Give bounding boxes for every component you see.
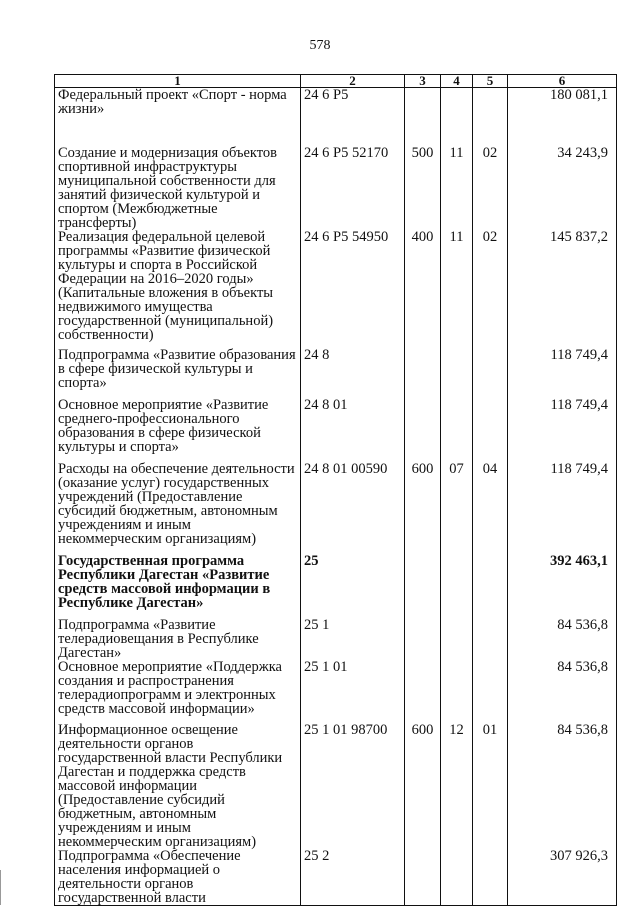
column-header-5: 5 [473,75,508,88]
row-code: 24 6 P5 52170 [301,146,405,230]
row-amount: 118 749,4 [508,348,617,398]
table-row [55,618,617,660]
row-col3 [405,849,441,906]
table-row [55,849,617,906]
row-col3 [405,88,441,146]
table-row [55,230,617,348]
row-code: 24 6 P5 [301,88,405,146]
row-col3 [405,618,441,660]
row-col4 [441,88,473,146]
row-col3: 500 [405,146,441,230]
row-col4: 11 [441,146,473,230]
row-col5: 02 [473,230,508,348]
row-name: Создание и модернизация объектов спортивной инфраструктуры муниципальной собственности для занятий физической культурой и спортом (Межбюджетные трансферты) [55,146,301,230]
budget-table [54,74,617,906]
row-col4: 07 [441,462,473,554]
column-header-4: 4 [441,75,473,88]
row-col3: 600 [405,462,441,554]
row-code: 25 2 [301,849,405,906]
row-col4 [441,849,473,906]
header-row [55,75,617,88]
row-col5 [473,88,508,146]
row-code: 25 [301,554,405,618]
row-col4 [441,618,473,660]
row-code: 25 1 01 98700 [301,723,405,849]
column-header-6: 6 [508,75,617,88]
page-number: 578 [309,38,331,53]
column-header-3: 3 [405,75,441,88]
row-col5 [473,618,508,660]
row-name: Информационное освещение деятельности органов государственной власти Республики Дагестан и поддержка средств массовой информации (Предоставление субсидий бюджетным, автономным учреждениям и иным некоммерческим организациям) [55,723,301,849]
row-col5 [473,348,508,398]
row-name: Государственная программа Республики Дагестан «Развитие средств массовой информации в Республике Дагестан» [55,554,301,618]
row-name: Подпрограмма «Обеспечение населения информацией о деятельности органов государственной власти [55,849,301,906]
row-code: 24 6 P5 54950 [301,230,405,348]
row-amount: 118 749,4 [508,462,617,554]
column-header-1: 1 [55,75,301,88]
row-col4 [441,348,473,398]
row-col5 [473,849,508,906]
row-col3 [405,398,441,462]
row-col3 [405,554,441,618]
row-col5 [473,660,508,723]
row-name: Федеральный проект «Спорт - норма жизни» [55,88,301,146]
row-amount: 307 926,3 [508,849,617,906]
row-col3: 400 [405,230,441,348]
scan-edge-mark [0,870,1,905]
row-code: 24 8 [301,348,405,398]
row-col3: 600 [405,723,441,849]
row-name: Основное мероприятие «Поддержка создания и распространения телерадиопрограмм и электронных средств массовой информации» [55,660,301,723]
row-name: Основное мероприятие «Развитие среднего-профессионального образования в сфере физической культуры и спорта» [55,398,301,462]
row-col4: 11 [441,230,473,348]
table-row [55,462,617,554]
row-col5: 02 [473,146,508,230]
row-code: 24 8 01 00590 [301,462,405,554]
row-name: Подпрограмма «Развитие образования в сфере физической культуры и спорта» [55,348,301,398]
table-row [55,660,617,723]
row-amount: 180 081,1 [508,88,617,146]
row-col5: 01 [473,723,508,849]
row-name: Подпрограмма «Развитие телерадиовещания в Республике Дагестан» [55,618,301,660]
row-amount: 118 749,4 [508,398,617,462]
row-name: Расходы на обеспечение деятельности (оказание услуг) государственных учреждений (Предоставление субсидий бюджетным, автономным учреждениям и иным некоммерческим организациям) [55,462,301,554]
row-col4 [441,660,473,723]
row-amount: 84 536,8 [508,618,617,660]
row-col4: 12 [441,723,473,849]
column-header-2: 2 [301,75,405,88]
row-col5: 04 [473,462,508,554]
row-col5 [473,554,508,618]
table-row [55,146,617,230]
row-code: 24 8 01 [301,398,405,462]
row-amount: 392 463,1 [508,554,617,618]
row-amount: 84 536,8 [508,660,617,723]
row-amount: 145 837,2 [508,230,617,348]
row-col4 [441,554,473,618]
table-row [55,723,617,849]
row-amount: 34 243,9 [508,146,617,230]
row-code: 25 1 01 [301,660,405,723]
table-row [55,398,617,462]
row-col3 [405,348,441,398]
row-name: Реализация федеральной целевой программы «Развитие физической культуры и спорта в Российской Федерации на 2016–2020 годы» (Капитальные вложения в объекты недвижимого имущества государственной (муниципальной) собственности) [55,230,301,348]
row-col3 [405,660,441,723]
table-row [55,348,617,398]
row-col5 [473,398,508,462]
row-code: 25 1 [301,618,405,660]
row-col4 [441,398,473,462]
table-row [55,554,617,618]
row-amount: 84 536,8 [508,723,617,849]
table-row [55,88,617,146]
